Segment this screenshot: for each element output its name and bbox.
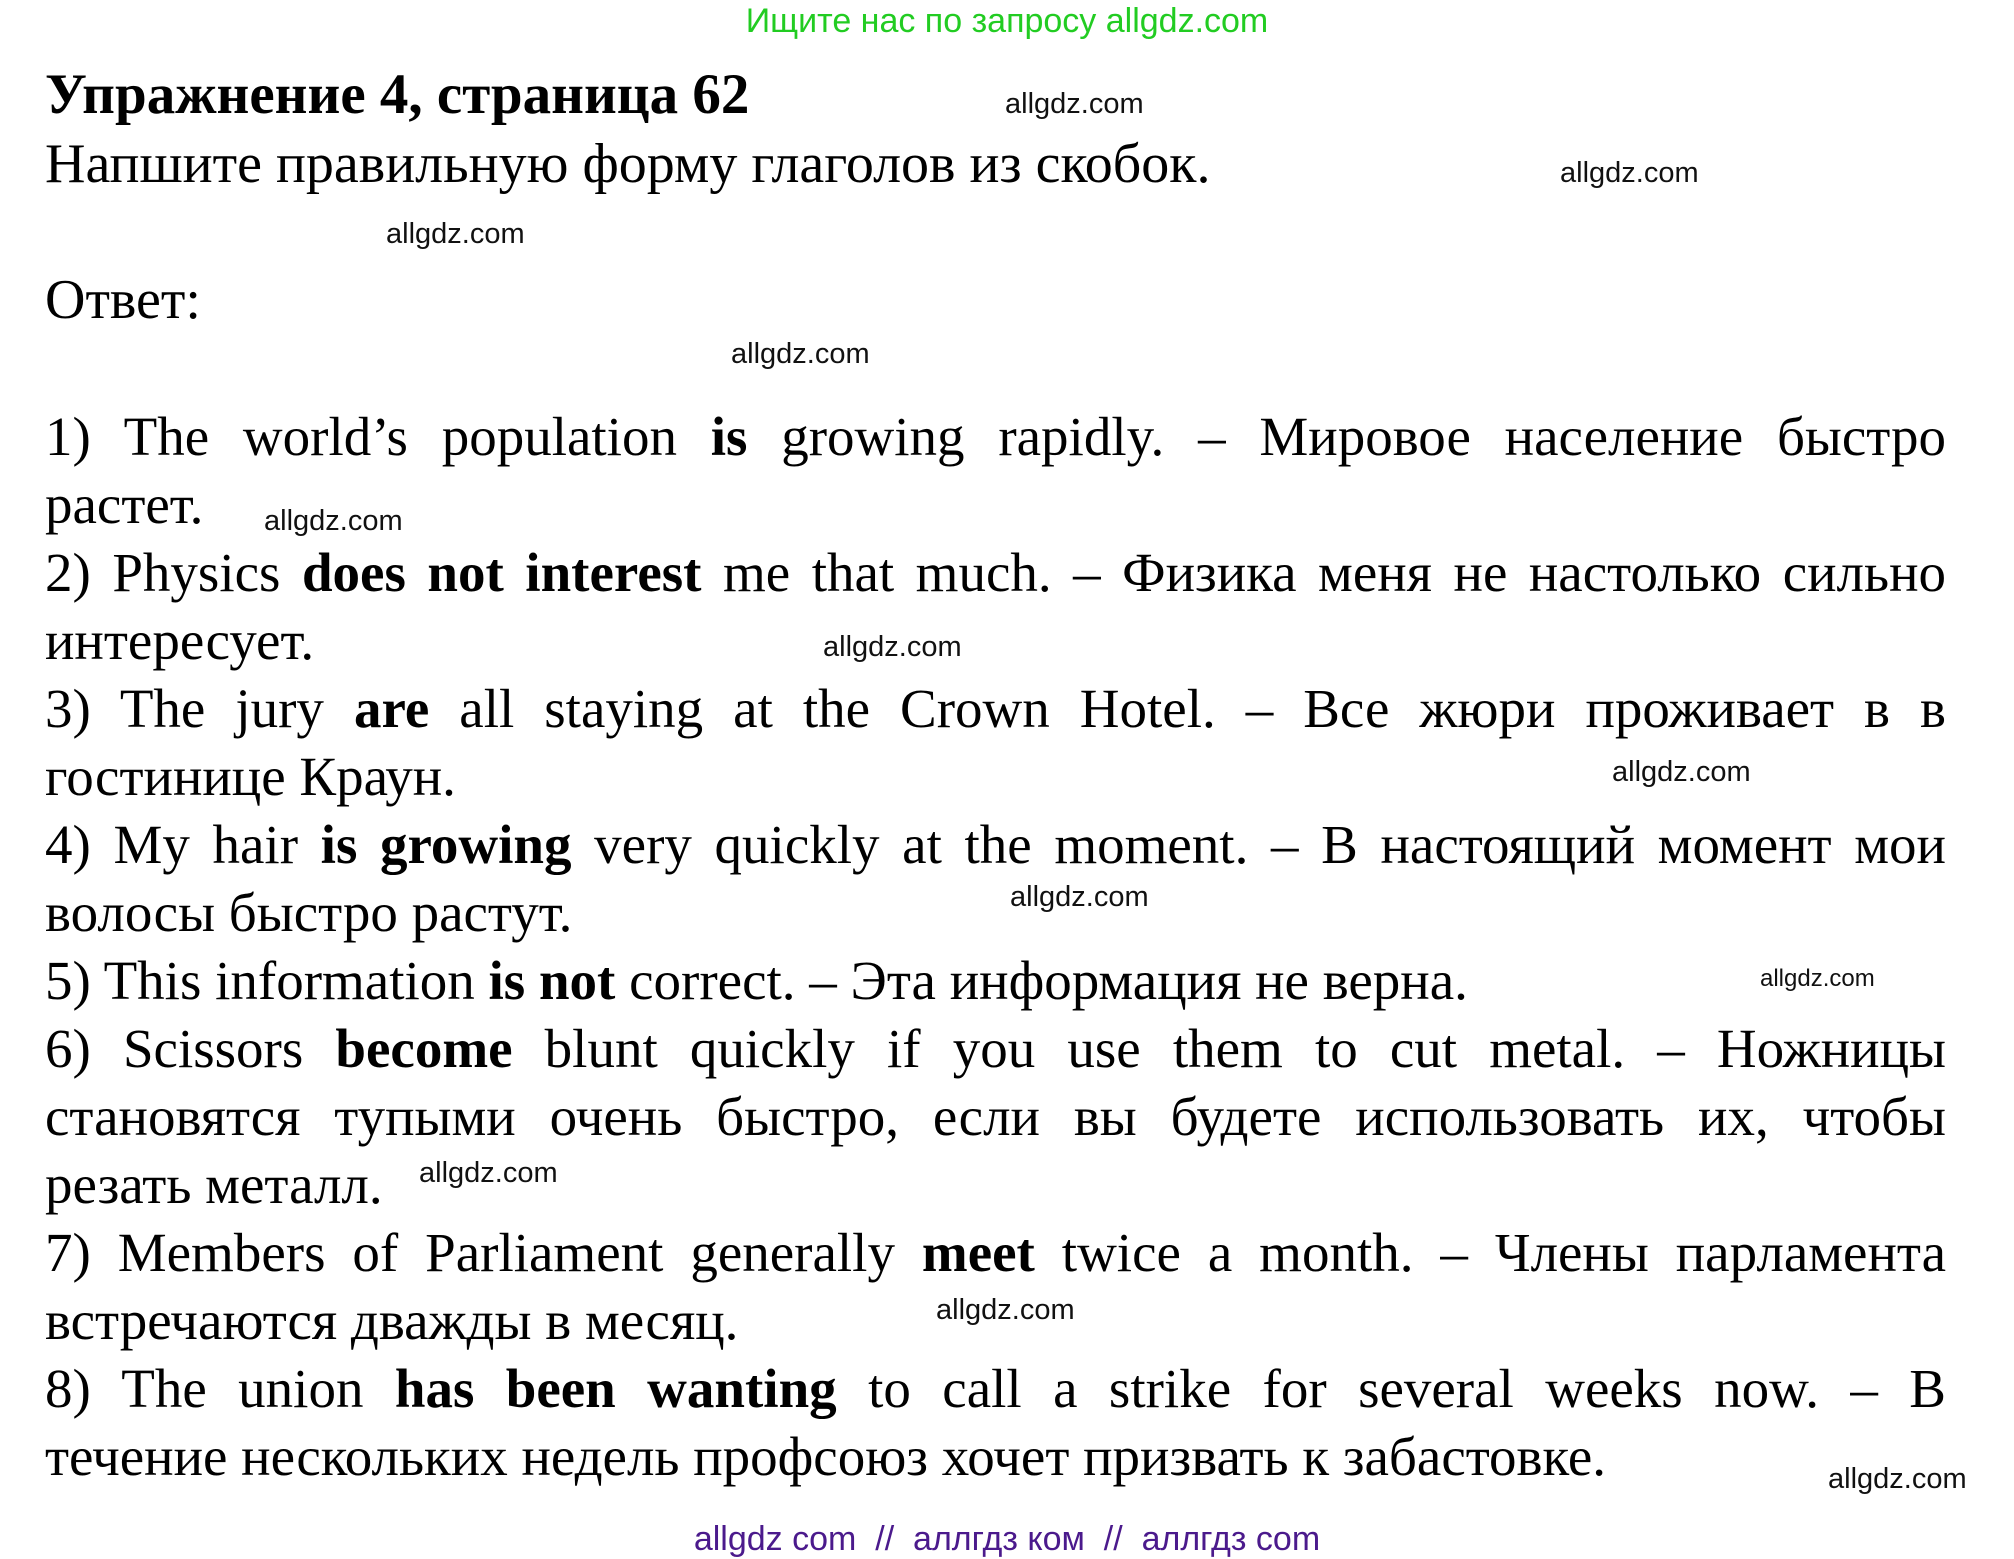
answer-item-2 [45, 539, 1946, 607]
verb: has been wanting [394, 1358, 837, 1419]
text: very quickly at the moment. – В настоящий момент мои [571, 814, 1946, 875]
watermark: allgdz.com [264, 505, 403, 537]
watermark: allgdz.com [419, 1157, 558, 1189]
verb: is [710, 406, 748, 467]
answer-item-1-cont: растет. [45, 474, 204, 535]
answer-item-5 [45, 947, 1468, 1015]
verb: meet [921, 1222, 1035, 1283]
answer-item-6-cont: становятся тупыми очень быстро, если вы будете использовать их, чтобы [45, 1086, 1946, 1147]
answer-item-6 [45, 1015, 1946, 1083]
text: 8) The union [45, 1358, 395, 1419]
answer-item-7-cont: встречаются дважды в месяц. [45, 1290, 739, 1351]
answer-item-7 [45, 1219, 1946, 1287]
watermark: allgdz.com [386, 218, 525, 250]
text: 4) My hair [45, 814, 321, 875]
verb: is not [488, 950, 616, 1011]
verb: become [335, 1018, 513, 1079]
answer-item-3 [45, 675, 1946, 743]
watermark: allgdz.com [1612, 756, 1751, 788]
watermark: allgdz.com [1005, 88, 1144, 120]
verb: is growing [320, 814, 572, 875]
verb: are [353, 678, 430, 739]
answer-item-3-cont: гостинице Краун. [45, 746, 456, 807]
text: to call a strike for several weeks now. – В [836, 1358, 1946, 1419]
text: 2) Physics [45, 542, 302, 603]
watermark: allgdz.com [731, 338, 870, 370]
text: blunt quickly if you use them to cut metal. – Ножницы [512, 1018, 1946, 1079]
watermark: allgdz.com [1560, 157, 1699, 189]
watermark: allgdz.com [1760, 965, 1875, 992]
text: 3) The jury [45, 678, 354, 739]
answer-item-6-cont: резать металл. [45, 1154, 383, 1215]
top-banner: Ищите нас по запросу allgdz.com [745, 2, 1269, 40]
text: all staying at the Crown Hotel. – Все жюри проживает в в [429, 678, 1946, 739]
answer-item-1 [45, 403, 1946, 471]
answer-item-8 [45, 1355, 1946, 1423]
watermark: allgdz.com [936, 1294, 1075, 1326]
text: 5) This information [45, 950, 489, 1011]
answer-item-8-cont: течение нескольких недель профсоюз хочет призвать к забастовке. [45, 1426, 1607, 1487]
answer-item-4-cont: волосы быстро растут. [45, 882, 573, 943]
footer-links: allgdz com // аллгдз ком // аллгдз com [693, 1520, 1321, 1558]
watermark: allgdz.com [823, 631, 962, 663]
answer-item-2-cont: интересует. [45, 610, 315, 671]
text: correct. – Эта информация не верна. [615, 950, 1468, 1011]
page-title: Упражнение 4, страница 62 [45, 63, 750, 126]
text: 1) The world’s population [45, 406, 711, 467]
text: growing rapidly. – Мировое население быстро [747, 406, 1946, 467]
answer-label: Ответ: [45, 269, 201, 331]
text: 7) Members of Parliament generally [45, 1222, 922, 1283]
instruction: Напшите правильную форму глаголов из скобок. [45, 133, 1211, 195]
watermark: allgdz.com [1010, 881, 1149, 913]
watermark: allgdz.com [1828, 1463, 1967, 1495]
text: 6) Scissors [45, 1018, 336, 1079]
answer-item-4 [45, 811, 1946, 879]
answer-list [45, 403, 1946, 1491]
text: me that much. – Физика меня не настолько сильно [701, 542, 1947, 603]
verb: does not interest [301, 542, 702, 603]
text: twice a month. – Члены парламента [1034, 1222, 1946, 1283]
